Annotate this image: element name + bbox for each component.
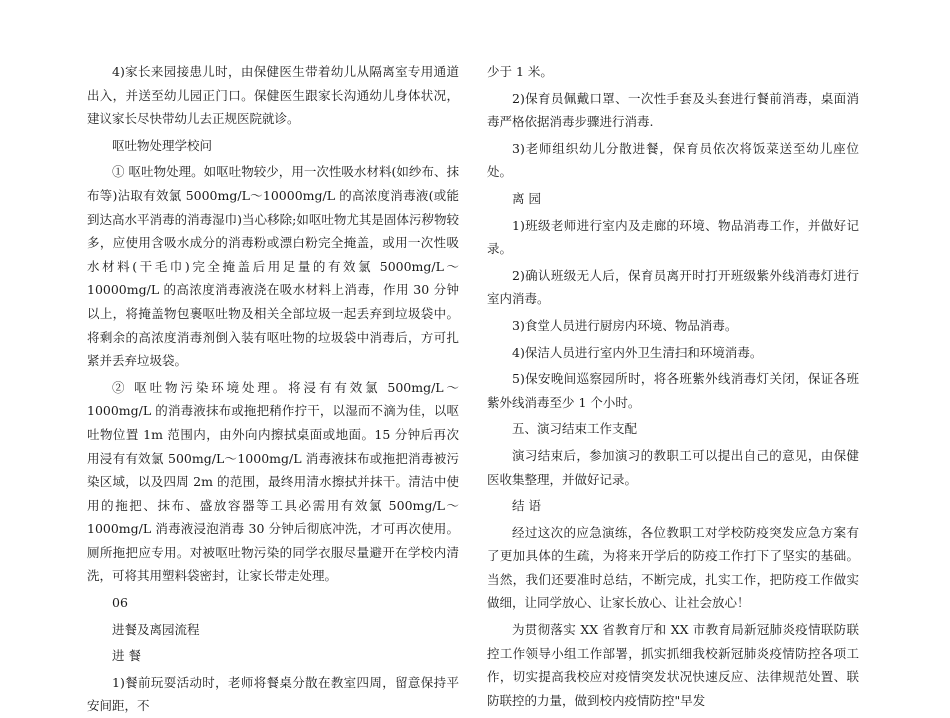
paragraph: 2)保育员佩戴口罩、一次性手套及头套进行餐前消毒，桌面消毒严格依据消毒步骤进行消毒. — [487, 90, 859, 130]
paragraph: 3)老师组织幼儿分散进餐，保育员依次将饭菜送至幼儿座位处。 — [487, 140, 859, 180]
paragraph: 2)确认班级无人后，保育员离开时打开班级紫外线消毒灯进行室内消毒。 — [487, 267, 859, 307]
paragraph: 经过这次的应急演练，各位教职工对学校防疫突发应急方案有了更加具体的生疏，为将来开学后的防疫工作打下了坚实的基础。当然，我们还要准时总结，不断完成，扎实工作，把防疫工作做实做细，让同学放心、让家长放心、让社会放心！ — [487, 524, 859, 611]
paragraph: 为贯彻落实 XX 省教育厅和 XX 市教育局新冠肺炎疫情联防联控工作领导小组工作部署，抓实抓细我校新冠肺炎疫情防控各项工作，切实提高我校应对疫情突发状况快速反应、法律规范处置、联防联控的力量，做到校内疫情防控"早发 — [487, 622, 859, 708]
paragraph: 4)保洁人员进行室内外卫生清扫和环境消毒。 — [512, 344, 763, 360]
subsection-heading: 离 园 — [512, 190, 541, 206]
paragraph: 演习结束后，参加演习的教职工可以提出自己的意见，由保健医收集整理，并做好记录。 — [487, 447, 859, 487]
subsection-heading: 进 餐 — [112, 648, 141, 664]
right-column — [487, 60, 859, 712]
paragraph: 5)保安晚间巡察园所时，将各班紫外线消毒灯关闭，保证各班紫外线消毒至少 1 个小时。 — [487, 371, 859, 410]
paragraph-continuation: 少于 1 米。 — [487, 64, 553, 79]
section-number: 06 — [112, 595, 128, 611]
left-column — [87, 60, 459, 718]
paragraph: 1)班级老师进行室内及走廊的环境、物品消毒工作，并做好记录。 — [487, 217, 859, 257]
paragraph: ① 呕吐物处理。如呕吐物较少，用一次性吸水材料(如纱布、抹布等)沾取有效氯 5000mg/L～10000mg/L 的高浓度消毒液(或能到达高水平消毒的消毒湿巾)当心移除;如呕吐物尤其是固体污秽物较多，应使用含吸水成分的消毒粉或漂白粉完全掩盖，或用一次性吸水材料(干毛巾)完全掩盖后用足量的有效氯 5000mg/L～10000mg/L 的高浓度消毒液浇在吸水材料上消毒，作用 30 分钟以上，将掩盖物包裹呕吐物及相关全部垃圾一起丢弃到垃圾袋中。将剩余的高浓度消毒剂倒入装有呕吐物的垃圾袋中消毒后，方可扎紧并丢弃垃圾袋。 — [87, 164, 459, 369]
section-heading: 五、演习结束工作支配 — [512, 421, 638, 437]
section-heading: 进餐及离园流程 — [112, 621, 200, 637]
section-heading: 呕吐物处理学校问 — [112, 137, 213, 153]
paragraph: 3)食堂人员进行厨房内环境、物品消毒。 — [512, 317, 738, 333]
paragraph: 4)家长来园接患儿时，由保健医生带着幼儿从隔离室专用通道出入，并送至幼儿园正门口。保健医生跟家长沟通幼儿身体状况，建议家长尽快带幼儿去正规医院就诊。 — [87, 64, 459, 127]
paragraph: 1)餐前玩耍活动时，老师将餐桌分散在教室四周，留意保持平安间距，不 — [87, 674, 459, 714]
subsection-heading: 结 语 — [512, 498, 541, 514]
paragraph: ② 呕吐物污染环境处理。将浸有有效氯 500mg/L～1000mg/L 的消毒液抹布或拖把稍作拧干，以湿而不滴为佳，以呕吐物位置 1m 范围内，由外向内擦拭桌面或地面。15 分钟后再次用浸有有效氯 500mg/L～1000mg/L 消毒液抹布或拖把消毒被污染区域，以及四周 2m 的范围，最终用清水擦拭并抹干。清洁中使用的拖把、抹布、盛放容器等工具必需用有效氯 500mg/L～1000mg/L 消毒液浸泡消毒 30 分钟后彻底冲洗，才可再次使用。厕所拖把应专用。对被呕吐物污染的同学衣服尽量避开在学校内清洗，可将其用塑料袋密封，让家长带走处理。 — [87, 379, 459, 584]
